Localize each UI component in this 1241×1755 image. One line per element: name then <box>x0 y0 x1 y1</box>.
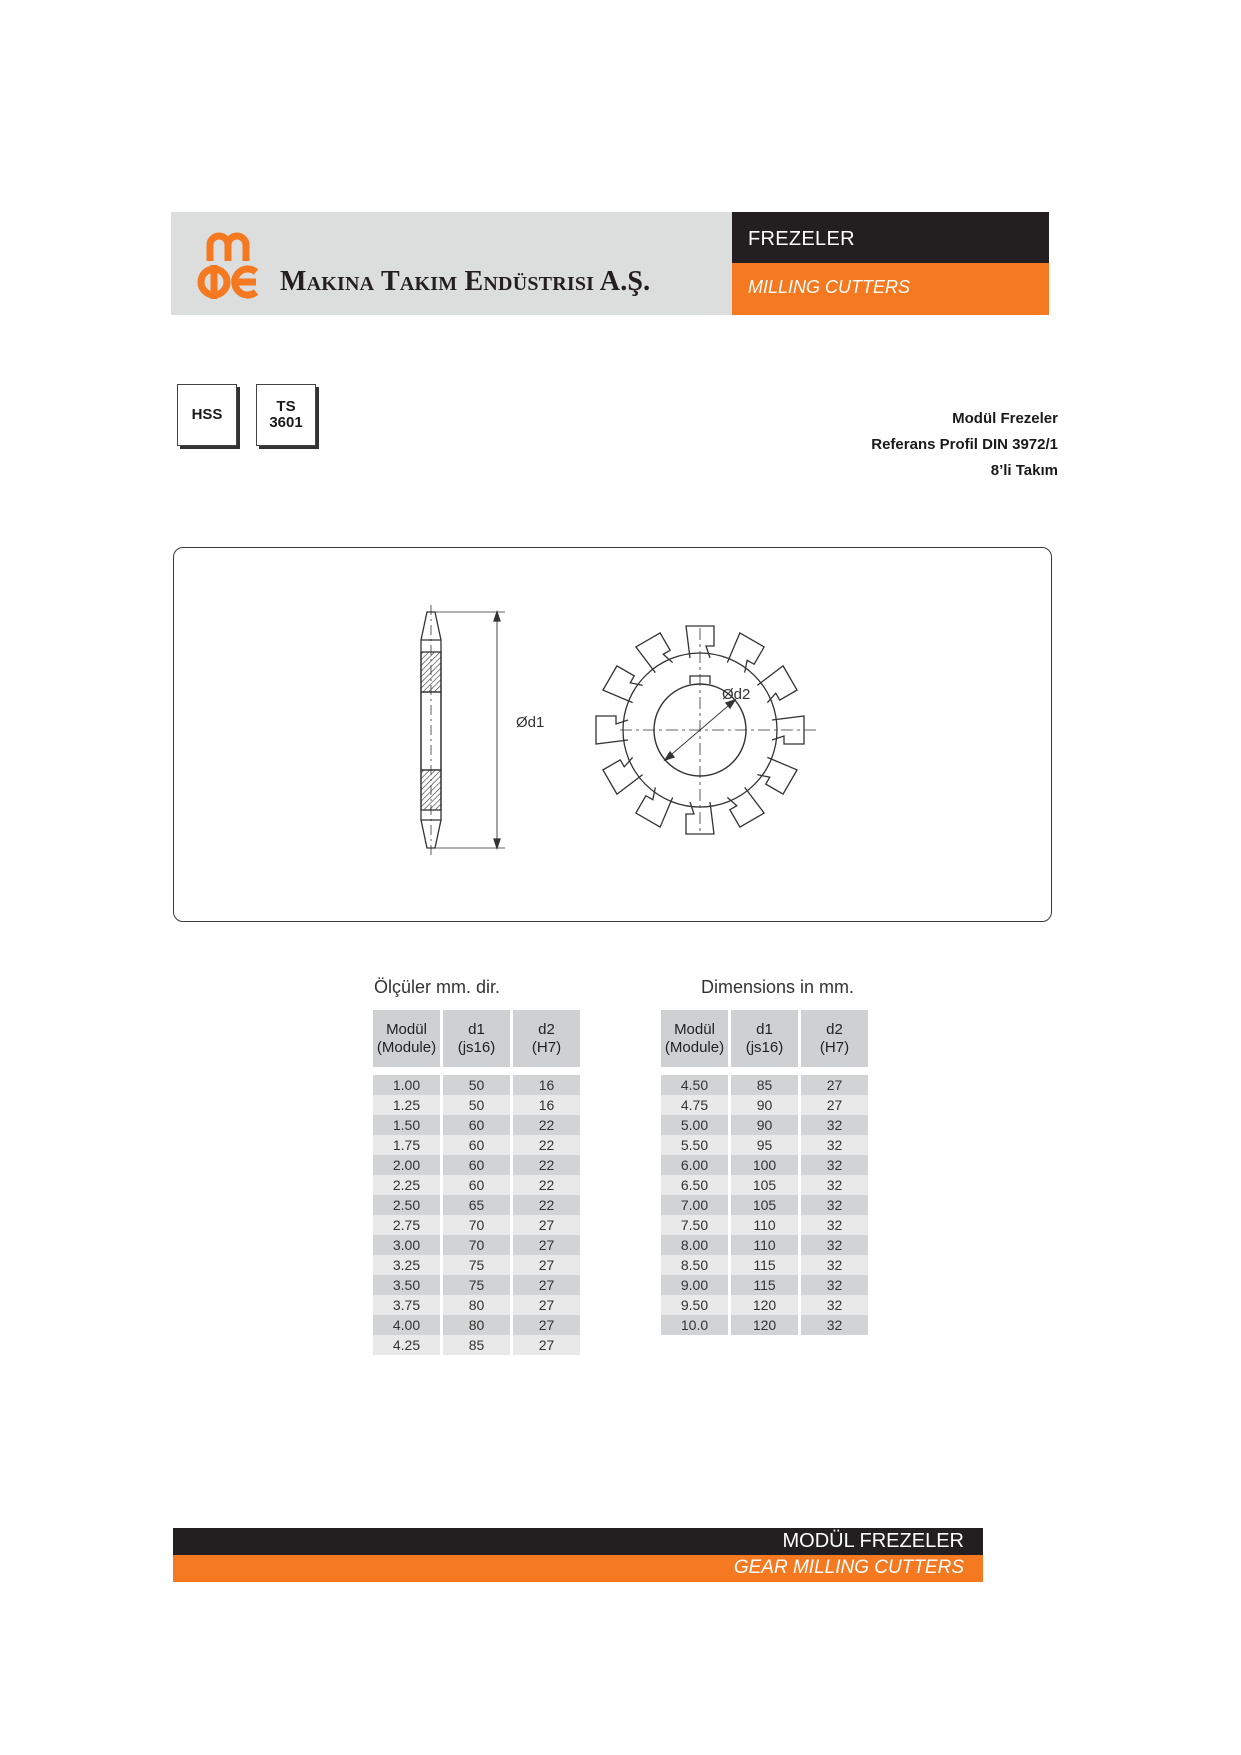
gear-tooth <box>603 754 645 794</box>
d1-cell: 60 <box>443 1175 510 1195</box>
d2-cell: 27 <box>801 1075 868 1095</box>
module-cell: 8.50 <box>661 1255 728 1275</box>
standard-badge-line2: 3601 <box>269 414 303 431</box>
table-row <box>373 1115 580 1135</box>
table-row <box>661 1315 868 1335</box>
d2-cell: 32 <box>801 1315 868 1335</box>
d2-cell: 16 <box>513 1075 580 1095</box>
module-cell: 1.50 <box>373 1115 440 1135</box>
table-row <box>661 1075 868 1095</box>
cutter-drawing <box>380 600 830 880</box>
header-module: Modül (Module) <box>373 1010 440 1067</box>
module-cell: 2.25 <box>373 1175 440 1195</box>
d1-cell: 120 <box>731 1315 798 1335</box>
d2-cell: 16 <box>513 1095 580 1115</box>
dimensions-caption-tr: Ölçüler mm. dir. <box>374 977 501 997</box>
table-row <box>661 1095 868 1115</box>
table-row <box>661 1155 868 1175</box>
gear-tooth <box>724 633 764 675</box>
mte-logo-icon <box>194 227 268 301</box>
dimensions-table-left <box>370 1010 583 1355</box>
module-cell: 6.00 <box>661 1155 728 1175</box>
d1-cell: 105 <box>731 1195 798 1215</box>
d1-cell: 60 <box>443 1135 510 1155</box>
table-row <box>661 1115 868 1135</box>
table-row <box>373 1195 580 1215</box>
category-subtitle: MILLING CUTTERS <box>748 277 911 297</box>
table-row <box>373 1095 580 1115</box>
d1-cell: 75 <box>443 1275 510 1295</box>
d1-cell: 60 <box>443 1155 510 1175</box>
table-row <box>661 1275 868 1295</box>
d1-cell: 115 <box>731 1275 798 1295</box>
module-cell: 5.00 <box>661 1115 728 1135</box>
gear-tooth <box>636 633 676 675</box>
table-row <box>373 1135 580 1155</box>
d1-cell: 80 <box>443 1295 510 1315</box>
product-name: Modül Frezeler <box>952 410 1058 427</box>
d1-cell: 85 <box>731 1075 798 1095</box>
company-name: Makina Takım Endüstrisi A.Ş. <box>280 266 651 297</box>
d2-cell: 32 <box>801 1235 868 1255</box>
d2-label: Ød2 <box>722 686 751 703</box>
d2-cell: 27 <box>513 1235 580 1255</box>
d2-cell: 22 <box>513 1195 580 1215</box>
category-title: FREZELER <box>748 228 855 250</box>
product-info <box>871 406 1058 484</box>
table-row <box>373 1335 580 1355</box>
footer-title: MODÜL FREZELER <box>782 1530 964 1552</box>
d1-cell: 95 <box>731 1135 798 1155</box>
module-cell: 7.00 <box>661 1195 728 1215</box>
d1-cell: 90 <box>731 1115 798 1135</box>
module-cell: 5.50 <box>661 1135 728 1155</box>
table-row <box>373 1155 580 1175</box>
module-cell: 1.75 <box>373 1135 440 1155</box>
material-badge <box>177 384 237 446</box>
header-d1: d1 (js16) <box>443 1010 510 1067</box>
d1-cell: 80 <box>443 1315 510 1335</box>
d1-cell: 60 <box>443 1115 510 1135</box>
d1-cell: 105 <box>731 1175 798 1195</box>
table-row <box>661 1255 868 1275</box>
d2-cell: 27 <box>513 1335 580 1355</box>
table-row <box>373 1175 580 1195</box>
dimensions-table-right <box>658 1010 871 1335</box>
d2-cell: 27 <box>513 1215 580 1235</box>
table-row <box>661 1135 868 1155</box>
d1-cell: 70 <box>443 1235 510 1255</box>
gear-tooth <box>636 785 676 827</box>
d2-cell: 32 <box>801 1155 868 1175</box>
d1-cell: 75 <box>443 1255 510 1275</box>
standard-badge <box>256 384 316 446</box>
product-set: 8’li Takım <box>990 462 1058 479</box>
module-cell: 3.75 <box>373 1295 440 1315</box>
d2-cell: 27 <box>513 1315 580 1335</box>
d2-cell: 32 <box>801 1295 868 1315</box>
module-cell: 1.25 <box>373 1095 440 1115</box>
table-row <box>373 1075 580 1095</box>
d2-cell: 27 <box>513 1295 580 1315</box>
module-cell: 1.00 <box>373 1075 440 1095</box>
d1-cell: 110 <box>731 1215 798 1235</box>
d2-cell: 27 <box>801 1095 868 1115</box>
cutter-side-view <box>421 605 505 855</box>
d2-cell: 32 <box>801 1215 868 1235</box>
header-d2: d2 (H7) <box>513 1010 580 1067</box>
d2-cell: 27 <box>513 1255 580 1275</box>
d2-cell: 32 <box>801 1175 868 1195</box>
gear-tooth <box>755 754 797 794</box>
table-row <box>373 1255 580 1275</box>
gear-tooth <box>755 666 797 706</box>
module-cell: 9.50 <box>661 1295 728 1315</box>
standard-badge-line1: TS <box>276 398 296 415</box>
table-row <box>661 1175 868 1195</box>
table-row <box>373 1315 580 1335</box>
module-cell: 3.50 <box>373 1275 440 1295</box>
module-cell: 3.25 <box>373 1255 440 1275</box>
d1-cell: 85 <box>443 1335 510 1355</box>
table-row <box>373 1215 580 1235</box>
d1-cell: 100 <box>731 1155 798 1175</box>
header-d1: d1 (js16) <box>731 1010 798 1067</box>
d1-label: Ød1 <box>516 714 545 731</box>
d2-cell: 22 <box>513 1115 580 1135</box>
gear-tooth <box>724 785 764 827</box>
module-cell: 7.50 <box>661 1215 728 1235</box>
d2-cell: 32 <box>801 1135 868 1155</box>
d2-cell: 22 <box>513 1175 580 1195</box>
module-cell: 3.00 <box>373 1235 440 1255</box>
cutter-front-view <box>596 626 816 834</box>
header-d2: d2 (H7) <box>801 1010 868 1067</box>
d1-cell: 120 <box>731 1295 798 1315</box>
d1-cell: 50 <box>443 1075 510 1095</box>
table-row <box>661 1195 868 1215</box>
table-row <box>661 1295 868 1315</box>
table-row <box>661 1215 868 1235</box>
dimensions-caption-en: Dimensions in mm. <box>701 977 855 997</box>
module-cell: 2.75 <box>373 1215 440 1235</box>
module-cell: 8.00 <box>661 1235 728 1255</box>
d2-cell: 32 <box>801 1195 868 1215</box>
d1-cell: 50 <box>443 1095 510 1115</box>
module-cell: 6.50 <box>661 1175 728 1195</box>
module-cell: 10.0 <box>661 1315 728 1335</box>
table-row <box>373 1235 580 1255</box>
d2-cell: 22 <box>513 1155 580 1175</box>
module-cell: 2.50 <box>373 1195 440 1215</box>
module-cell: 4.50 <box>661 1075 728 1095</box>
gear-tooth <box>603 666 645 706</box>
d1-cell: 110 <box>731 1235 798 1255</box>
material-badge-label: HSS <box>191 406 223 423</box>
table-row <box>373 1275 580 1295</box>
d1-cell: 115 <box>731 1255 798 1275</box>
module-cell: 4.00 <box>373 1315 440 1335</box>
d2-cell: 22 <box>513 1135 580 1155</box>
module-cell: 4.25 <box>373 1335 440 1355</box>
d1-cell: 70 <box>443 1215 510 1235</box>
product-reference: Referans Profil DIN 3972/1 <box>871 436 1058 453</box>
table-row <box>373 1295 580 1315</box>
d1-cell: 90 <box>731 1095 798 1115</box>
module-cell: 4.75 <box>661 1095 728 1115</box>
d2-cell: 27 <box>513 1275 580 1295</box>
d1-cell: 65 <box>443 1195 510 1215</box>
footer-subtitle: GEAR MILLING CUTTERS <box>733 1557 964 1578</box>
d2-cell: 32 <box>801 1255 868 1275</box>
d2-cell: 32 <box>801 1115 868 1135</box>
module-cell: 9.00 <box>661 1275 728 1295</box>
module-cell: 2.00 <box>373 1155 440 1175</box>
d2-cell: 32 <box>801 1275 868 1295</box>
table-row <box>661 1235 868 1255</box>
header-module: Modül (Module) <box>661 1010 728 1067</box>
